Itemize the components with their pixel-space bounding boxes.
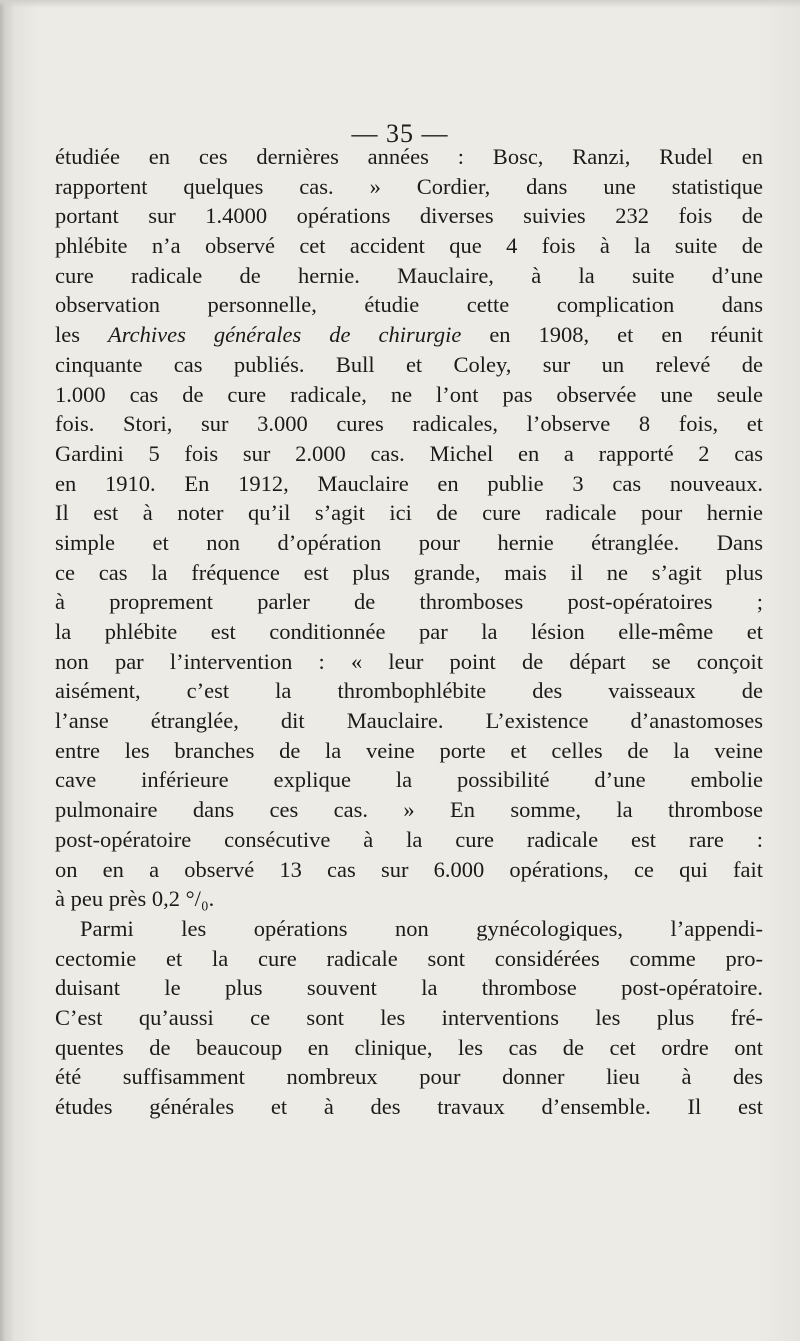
text-line-29: duisant le plus souvent la thrombose post-opératoire. [55, 975, 763, 1001]
text-line-28: cectomie et la cure radicale sont considérées comme pro- [55, 945, 763, 971]
text-line-11: Gardini 5 fois sur 2.000 cas. Michel en a rapporté 2 cas [55, 440, 763, 466]
text-line-23: pulmonaire dans ces cas. » En somme, la thrombose [55, 797, 763, 823]
text-line-13: Il est à noter qu’il s’agit ici de cure radicale pour hernie [55, 500, 763, 526]
page-top-shadow [0, 0, 800, 8]
line-text-after-title: en 1908, et en réunit [461, 322, 763, 348]
text-line-21: entre les branches de la veine porte et celles de la veine [55, 737, 763, 763]
page-number: — 35 — [351, 119, 449, 148]
text-line-32: été suffisamment nombreux pour donner lieu à des [55, 1064, 763, 1090]
body-text [55, 142, 763, 1122]
text-line-18: non par l’intervention : « leur point de départ se conçoit [55, 648, 763, 674]
text-line-15: ce cas la fréquence est plus grande, mais il ne s’agit plus [55, 559, 763, 585]
text-line-3: portant sur 1.4000 opérations diverses suivies 232 fois de [55, 203, 763, 229]
text-line-27: Parmi les opérations non gynécologiques, l’appendi- [80, 915, 763, 941]
text-line-9: 1.000 cas de cure radicale, ne l’ont pas observée une seule [55, 381, 763, 407]
text-line-33: études générales et à des travaux d’ensemble. Il est [55, 1094, 763, 1119]
text-line-1: étudiée en ces dernières années : Bosc, Ranzi, Rudel en [55, 144, 763, 169]
text-line-6: observation personnelle, étudie cette complication dans [55, 292, 763, 318]
journal-title: Archives générales de chirurgie [107, 322, 462, 348]
text-line-7-with-italic-title [55, 320, 763, 350]
text-line-31: quentes de beaucoup en clinique, les cas de cet ordre ont [55, 1034, 763, 1060]
text-line-12: en 1910. En 1912, Mauclaire en publie 3 cas nouveaux. [55, 470, 763, 496]
text-line-22: cave inférieure explique la possibilité d’une embolie [55, 767, 763, 793]
text-line-25: on en a observé 13 cas sur 6.000 opérations, ce qui fait [55, 856, 763, 882]
text-line-26: à peu près 0,2 °/₀. [55, 886, 215, 912]
text-line-24: post-opératoire consécutive à la cure radicale est rare : [55, 826, 763, 852]
text-line-14: simple et non d’opération pour hernie étranglée. Dans [55, 529, 763, 555]
text-line-10: fois. Stori, sur 3.000 cures radicales, l’observe 8 fois, et [55, 411, 763, 437]
text-line-4: phlébite n’a observé cet accident que 4 fois à la suite de [55, 233, 763, 259]
text-line-2: rapportent quelques cas. » Cordier, dans une statistique [55, 173, 763, 199]
text-line-30: C’est qu’aussi ce sont les interventions les plus fré- [55, 1004, 763, 1030]
text-line-5: cure radicale de hernie. Mauclaire, à la suite d’une [55, 262, 763, 288]
text-line-19: aisément, c’est la thrombophlébite des vaisseaux de [55, 678, 763, 704]
text-line-8: cinquante cas publiés. Bull et Coley, sur un relevé de [55, 351, 763, 377]
text-line-16: à proprement parler de thromboses post-opératoires ; [55, 589, 763, 615]
page-binding-shadow [0, 0, 14, 1341]
text-line-20: l’anse étranglée, dit Mauclaire. L’existence d’anastomoses [55, 708, 763, 734]
text-line-17: la phlébite est conditionnée par la lésion elle-même et [55, 619, 763, 644]
line-text-before-title: les [55, 322, 108, 348]
